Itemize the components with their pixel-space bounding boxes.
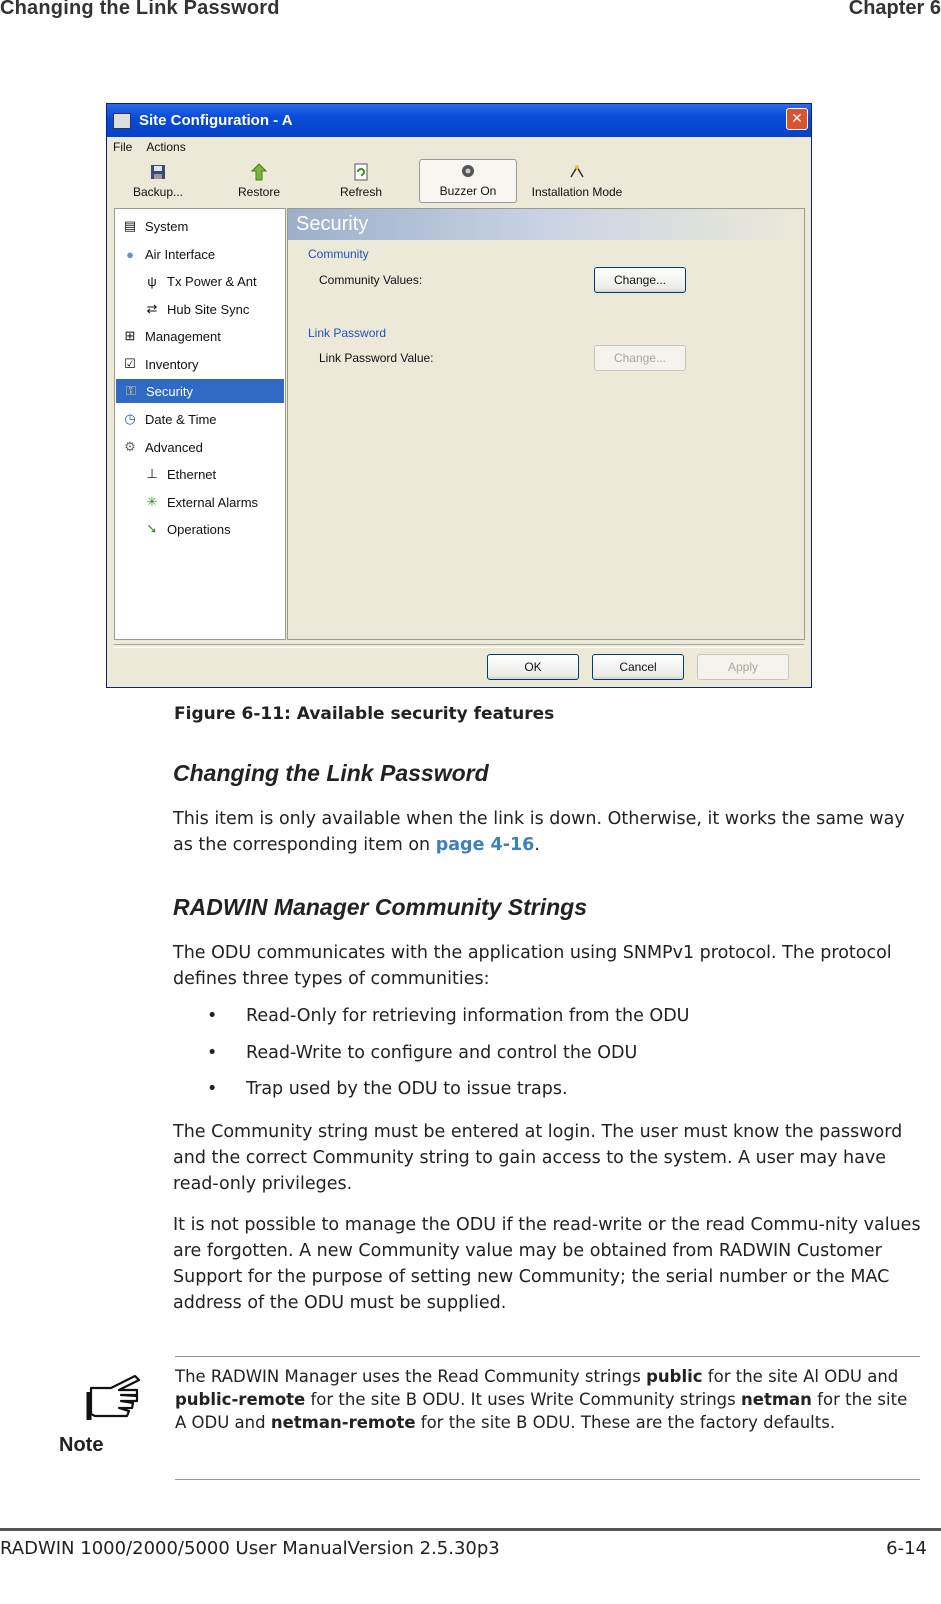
installation-mode-label: Installation Mode	[531, 185, 623, 199]
list-item: • Read-Only for retrieving information from the ODU	[207, 1006, 690, 1026]
installation-mode-button[interactable]	[517, 159, 637, 203]
close-icon[interactable]: ✕	[786, 108, 808, 130]
air-interface-icon: ●	[126, 246, 134, 262]
pointing-hand-icon	[85, 1362, 143, 1428]
app-icon	[113, 113, 131, 129]
tree-item-system[interactable]: ▤ System	[121, 214, 188, 238]
note-label: Note	[59, 1434, 104, 1456]
alarm-icon: ✳	[146, 494, 158, 509]
apply-button[interactable]: Apply	[697, 654, 789, 680]
backup-button[interactable]	[109, 159, 207, 203]
menu-file[interactable]: File	[113, 140, 133, 154]
clock-icon: ◷	[124, 411, 136, 426]
restore-label: Restore	[237, 185, 281, 199]
dialog-separator	[114, 644, 804, 648]
floppy-icon	[149, 163, 167, 181]
community-values-label: Community Values:	[319, 273, 423, 287]
link-password-value-label: Link Password Value:	[319, 351, 434, 365]
link-password-group-title: Link Password	[308, 326, 387, 340]
tree-item-date-time[interactable]: ◷ Date & Time	[121, 407, 217, 431]
link-password-paragraph: This item is only available when the link is down. Otherwise, it works the same way as the corresponding item on page 4-16.	[173, 809, 905, 855]
buzzer-label: Buzzer On	[439, 184, 497, 198]
note-bottom-rule	[175, 1479, 920, 1480]
tree-item-tx-power[interactable]: ψ Tx Power & Ant	[143, 269, 257, 293]
note-text: The RADWIN Manager uses the Read Community strings public for the site Al ODU and public-remote for the site B ODU. It uses Write Community strings netman for the site A ODU and netman-remote for the site B ODU. These are the factory defaults.	[175, 1367, 908, 1432]
panel-title: Security	[288, 209, 804, 240]
footer-manual-version: RADWIN 1000/2000/5000 User ManualVersion 2.5.30p3	[0, 1538, 500, 1559]
ok-button[interactable]: OK	[487, 654, 579, 680]
toolbar	[109, 159, 809, 205]
footer-page-number: 6-14	[886, 1538, 927, 1559]
tree-item-advanced[interactable]: ⚙ Advanced	[121, 435, 203, 459]
community-intro-paragraph: The ODU communicates with the application using SNMPv1 protocol. The protocol defines three types of communities:	[173, 943, 892, 989]
navigation-tree	[114, 208, 286, 640]
cancel-button[interactable]: Cancel	[592, 654, 684, 680]
window-title: Site Configuration - A	[139, 112, 293, 129]
community-group-title: Community	[308, 247, 369, 261]
refresh-label: Refresh	[339, 185, 383, 199]
tree-item-operations[interactable]: ➘ Operations	[143, 517, 231, 541]
figure-caption: Figure 6-11: Available security features	[174, 704, 555, 724]
tree-item-hub-site-sync[interactable]: ⇄ Hub Site Sync	[143, 297, 249, 321]
backup-label: Backup...	[132, 185, 184, 199]
running-header-section: Changing the Link Password	[0, 0, 280, 19]
antenna-icon: ψ	[147, 273, 157, 289]
window-titlebar	[107, 104, 811, 137]
system-icon: ▤	[123, 218, 137, 233]
page-reference-link[interactable]: page 4-16	[435, 835, 535, 855]
menu-actions[interactable]: Actions	[146, 140, 186, 154]
security-panel	[287, 208, 805, 640]
restore-arrow-icon	[250, 163, 268, 181]
running-header-chapter: Chapter 6	[848, 0, 941, 19]
list-item: • Read-Write to configure and control the ODU	[207, 1043, 638, 1063]
tree-item-management[interactable]: ⊞ Management	[121, 324, 221, 348]
site-configuration-window	[106, 103, 812, 688]
restore-button[interactable]	[207, 159, 311, 203]
tree-item-ethernet[interactable]: ⊥ Ethernet	[143, 462, 216, 486]
link-password-change-button[interactable]: Change...	[594, 345, 686, 371]
section-heading-community-strings: RADWIN Manager Community Strings	[173, 894, 588, 920]
buzzer-on-button[interactable]	[419, 159, 517, 203]
inventory-icon: ☑	[124, 356, 136, 371]
buzzer-icon	[459, 162, 477, 180]
installation-mode-icon	[568, 163, 586, 181]
security-icon: ⚿	[126, 383, 136, 398]
ethernet-icon: ⊥	[146, 466, 158, 481]
refresh-icon	[352, 163, 370, 181]
tree-item-external-alarms[interactable]: ✳ External Alarms	[143, 490, 258, 514]
tree-item-security[interactable]: ⚿ Security	[116, 379, 284, 403]
list-item: • Trap used by the ODU to issue traps.	[207, 1079, 568, 1099]
community-login-paragraph: The Community string must be entered at login. The user must know the password and the correct Community string to gain access to the system. A user may have read-only privileges.	[173, 1122, 903, 1194]
refresh-button[interactable]	[311, 159, 411, 203]
tree-item-inventory[interactable]: ☑ Inventory	[121, 352, 198, 376]
management-icon: ⊞	[124, 328, 136, 343]
note-top-rule	[175, 1356, 920, 1357]
menu-bar	[107, 137, 811, 157]
community-forgotten-paragraph: It is not possible to manage the ODU if the read-write or the read Commu-nity values are forgotten. A new Community value may be obtained from RADWIN Customer Support for the purpose of setting new Community; the serial number or the MAC address of the ODU must be supplied.	[173, 1215, 921, 1313]
footer-rule	[0, 1528, 941, 1531]
operations-arrow-icon: ➘	[146, 521, 158, 536]
community-change-button[interactable]: Change...	[594, 267, 686, 293]
sync-icon: ⇄	[146, 301, 158, 316]
tree-item-air-interface[interactable]: ● Air Interface	[121, 242, 215, 266]
gear-icon: ⚙	[124, 439, 136, 454]
section-heading-link-password: Changing the Link Password	[173, 760, 489, 786]
